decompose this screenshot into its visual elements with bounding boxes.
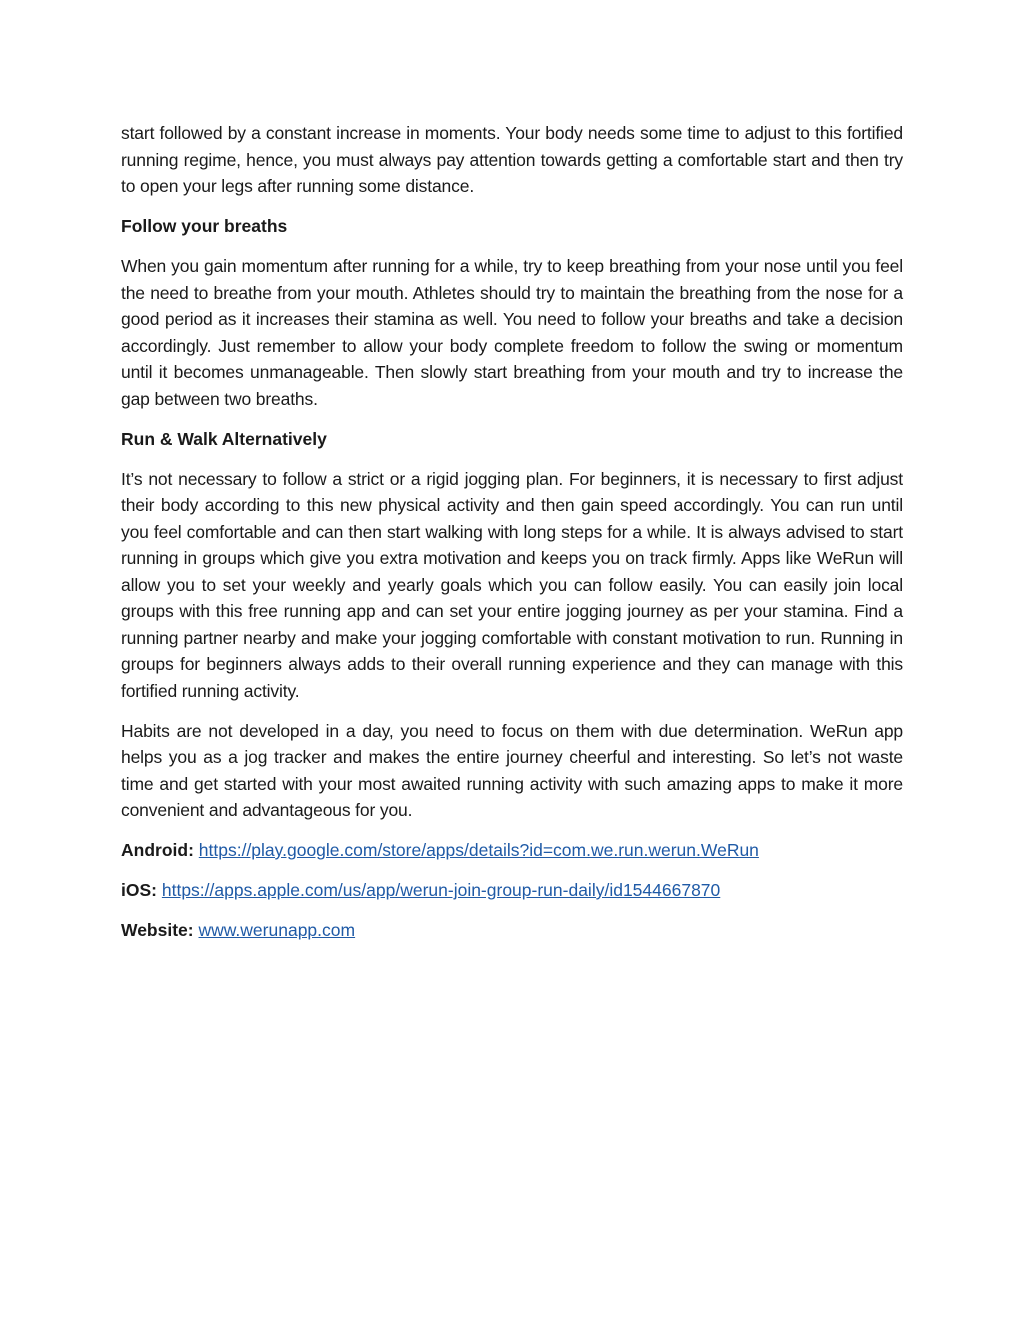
ios-link-line [121, 877, 903, 904]
website-link[interactable]: www.werunapp.com [198, 920, 356, 940]
paragraph-habits: Habits are not developed in a day, you need to focus on them with due determination. WeRun app helps you as a jog tracker and makes the entire journey cheerful and interesting. So let’s not waste time and get started with your most awaited running activity with such amazing apps to make it more convenient and advantageous for you. [121, 720, 903, 820]
paragraph-intro-continued: start followed by a constant increase in moments. Your body needs some time to adjust to this fortified running regime, hence, you must always pay attention towards getting a comfortable start and then try to open your legs after running some distance. [121, 123, 903, 196]
paragraph-run-walk: It’s not necessary to follow a strict or a rigid jogging plan. For beginners, it is necessary to first adjust their body according to this new physical activity and then gain speed accordingly. You can run until you feel comfortable and can then start walking with long steps for a while. It is always advised to start running in groups which give you extra motivation and keeps you on track firmly. Apps like WeRun will allow you to set your weekly and yearly goals which you can follow easily. You can easily join local groups with this free running app and can set your entire jogging journey as per your stamina. Find a running partner nearby and make your jogging comfortable with constant motivation to run. Running in groups for beginners always adds to their overall running experience and they can manage with this fortified running activity. [121, 468, 903, 701]
ios-store-link[interactable]: https://apps.apple.com/us/app/werun-join-group-run-daily/id1544667870 [161, 880, 721, 900]
ios-label: iOS: [121, 880, 157, 900]
android-store-link[interactable]: https://play.google.com/store/apps/details?id=com.we.run.werun.WeRun [198, 840, 759, 860]
website-link-line [121, 917, 903, 944]
paragraph-breathing: When you gain momentum after running for a while, try to keep breathing from your nose until you feel the need to breathe from your mouth. Athletes should try to maintain the breathing from the nose for a good period as it increases their stamina as well. You need to follow your breaths and take a decision accordingly. Just remember to allow your body complete freedom to follow the swing or momentum until it becomes unmanageable. Then slowly start breathing from your mouth and try to increase the gap between two breaths. [121, 256, 903, 409]
heading-follow-your-breaths: Follow your breaths [121, 216, 288, 236]
android-link-line [121, 837, 903, 864]
android-label: Android: [121, 840, 194, 860]
heading-run-walk-alternatively: Run & Walk Alternatively [121, 428, 327, 449]
document-page [121, 120, 903, 957]
website-label: Website: [121, 920, 194, 940]
